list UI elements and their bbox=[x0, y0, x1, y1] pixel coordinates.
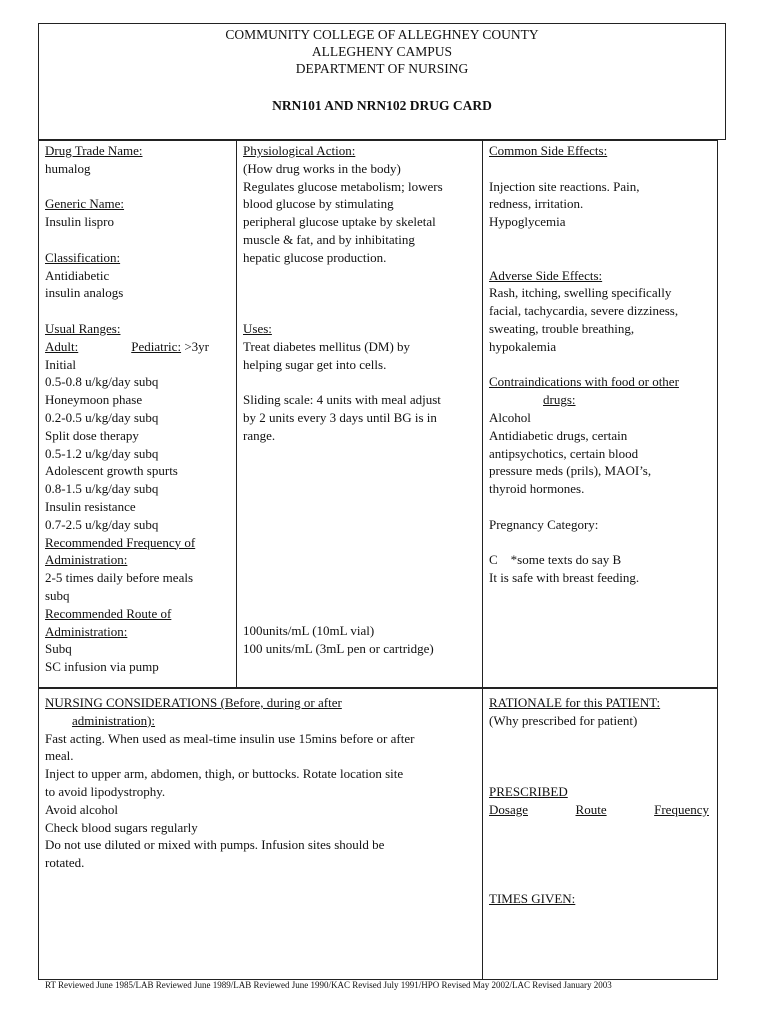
range-line: Honeymoon phase bbox=[45, 392, 143, 408]
breast-feeding-note: It is safe with breast feeding. bbox=[489, 570, 640, 586]
classification-value-1: Antidiabetic bbox=[45, 267, 110, 283]
range-line: Adolescent growth spurts bbox=[45, 463, 178, 479]
adverse-line: sweating, trouble breathing, bbox=[489, 320, 635, 336]
considerations-section bbox=[38, 688, 718, 980]
nursing-line: Check blood sugars regularly bbox=[45, 819, 198, 835]
contraindication-line: antipsychotics, certain blood bbox=[489, 445, 639, 461]
nursing-line: to avoid lipodystrophy. bbox=[45, 783, 166, 799]
side-effect-line: Hypoglycemia bbox=[489, 214, 566, 230]
contraindications-label-2: drugs: bbox=[543, 392, 576, 408]
contraindication-line: thyroid hormones. bbox=[489, 481, 585, 497]
trade-name-label: Drug Trade Name: bbox=[45, 143, 143, 158]
side-effect-line: redness, irritation. bbox=[489, 196, 584, 212]
generic-name-label: Generic Name: bbox=[45, 196, 125, 212]
range-line: Split dose therapy bbox=[45, 427, 139, 443]
drug-info-section bbox=[38, 140, 718, 688]
range-line: 0.5-0.8 u/kg/day subq bbox=[45, 374, 159, 390]
nursing-line: Avoid alcohol bbox=[45, 801, 119, 817]
adverse-side-effects-label: Adverse Side Effects: bbox=[489, 267, 603, 283]
frequency-value: 2-5 times daily before meals bbox=[45, 570, 194, 586]
nursing-line: Fast acting. When used as meal-time insulin use 15mins before or after bbox=[45, 730, 415, 746]
contraindication-line: Antidiabetic drugs, certain bbox=[489, 427, 628, 443]
uses-label: Uses: bbox=[243, 320, 272, 336]
frequency-value-2: subq bbox=[45, 587, 70, 603]
frequency-label: Recommended Frequency of bbox=[45, 534, 196, 550]
adverse-line: facial, tachycardia, severe dizziness, bbox=[489, 303, 679, 319]
adverse-line: Rash, itching, swelling specifically bbox=[489, 285, 672, 301]
route-label: Recommended Route of bbox=[45, 605, 172, 621]
pediatric-label: Pediatric: bbox=[131, 338, 182, 354]
contraindication-line: pressure meds (prils), MAOI’s, bbox=[489, 463, 652, 479]
generic-name-value: Insulin lispro bbox=[45, 214, 114, 230]
nursing-considerations bbox=[45, 694, 475, 872]
range-line: Insulin resistance bbox=[45, 498, 136, 514]
department-name: DEPARTMENT OF NURSING bbox=[295, 61, 469, 76]
nursing-line: Inject to upper arm, abdomen, thigh, or buttocks. Rotate location site bbox=[45, 766, 404, 782]
middle-column bbox=[243, 142, 479, 445]
physiological-line: hepatic glucose production. bbox=[243, 249, 387, 265]
nursing-line: Do not use diluted or mixed with pumps. Infusion sites should be bbox=[45, 837, 385, 853]
uses-line: helping sugar get into cells. bbox=[243, 356, 387, 372]
range-line: Initial bbox=[45, 356, 77, 372]
pediatric-value: >3yr bbox=[181, 338, 209, 354]
range-line: 0.8-1.5 u/kg/day subq bbox=[45, 481, 159, 497]
contraindication-line: Alcohol bbox=[489, 409, 531, 425]
sliding-scale-line: Sliding scale: 4 units with meal adjust bbox=[243, 392, 441, 408]
physiological-line: peripheral glucose uptake by skeletal bbox=[243, 214, 436, 230]
dosage-label: Dosage bbox=[489, 801, 528, 817]
sliding-scale-line: range. bbox=[243, 427, 276, 443]
physiological-line: Regulates glucose metabolism; lowers bbox=[243, 178, 443, 194]
range-line: 0.7-2.5 u/kg/day subq bbox=[45, 516, 159, 532]
rationale-block bbox=[489, 694, 715, 908]
revision-history: RT Reviewed June 1985/LAB Reviewed June 1989/LAB Reviewed June 1990/KAC Revised July 1991/HPO Revised May 2002/LAC Revised January 2003 bbox=[45, 980, 612, 990]
route-value-2: SC infusion via pump bbox=[45, 659, 159, 675]
pregnancy-category-label: Pregnancy Category: bbox=[489, 516, 599, 532]
rationale-label: RATIONALE for this PATIENT: bbox=[489, 695, 661, 710]
classification-label: Classification: bbox=[45, 249, 121, 265]
header-box bbox=[38, 23, 726, 140]
card-title: NRN101 AND NRN102 DRUG CARD bbox=[272, 98, 492, 113]
pregnancy-category-value: C *some texts do say B bbox=[489, 552, 622, 568]
physiological-action-label: Physiological Action: bbox=[243, 143, 356, 158]
campus-name: ALLEGHENY CAMPUS bbox=[311, 44, 453, 59]
route-value: Subq bbox=[45, 641, 72, 657]
route-column-label: Route bbox=[575, 801, 607, 817]
nursing-line: rotated. bbox=[45, 855, 85, 871]
adult-pediatric-row bbox=[45, 338, 231, 356]
formulation-line: 100units/mL (10mL vial) bbox=[243, 623, 375, 638]
physiological-line: (How drug works in the body) bbox=[243, 160, 401, 176]
classification-value-2: insulin analogs bbox=[45, 285, 124, 301]
route-label-2: Administration: bbox=[45, 623, 128, 639]
nursing-considerations-label: NURSING CONSIDERATIONS (Before, during or after bbox=[45, 695, 342, 710]
prescribed-label: PRESCRIBED bbox=[489, 783, 568, 799]
contraindications-label: Contraindications with food or other bbox=[489, 374, 679, 390]
prescribed-columns bbox=[489, 801, 709, 819]
rationale-subtitle: (Why prescribed for patient) bbox=[489, 712, 638, 728]
right-column bbox=[489, 142, 715, 587]
trade-name-value: humalog bbox=[45, 160, 91, 176]
times-given-label: TIMES GIVEN: bbox=[489, 890, 576, 906]
left-column bbox=[45, 142, 231, 676]
side-effect-line: Injection site reactions. Pain, bbox=[489, 178, 640, 194]
range-line: 0.2-0.5 u/kg/day subq bbox=[45, 409, 159, 425]
column-divider-3 bbox=[482, 689, 483, 979]
uses-line: Treat diabetes mellitus (DM) by bbox=[243, 338, 411, 354]
adult-label: Adult: bbox=[45, 338, 79, 354]
column-divider-1 bbox=[236, 141, 237, 687]
range-line: 0.5-1.2 u/kg/day subq bbox=[45, 445, 159, 461]
formulation-line: 100 units/mL (3mL pen or cartridge) bbox=[243, 640, 434, 656]
sliding-scale-line: by 2 units every 3 days until BG is in bbox=[243, 409, 437, 425]
frequency-column-label: Frequency bbox=[654, 801, 709, 817]
physiological-line: muscle & fat, and by inhibitating bbox=[243, 231, 415, 247]
nursing-line: meal. bbox=[45, 748, 74, 764]
adverse-line: hypokalemia bbox=[489, 338, 557, 354]
column-divider-2 bbox=[482, 141, 483, 687]
formulation-block bbox=[243, 622, 479, 658]
frequency-label-2: Administration: bbox=[45, 552, 128, 568]
physiological-line: blood glucose by stimulating bbox=[243, 196, 394, 212]
common-side-effects-label: Common Side Effects: bbox=[489, 143, 608, 158]
usual-ranges-label: Usual Ranges: bbox=[45, 320, 121, 336]
nursing-considerations-label-2: administration): bbox=[72, 712, 156, 728]
college-name: COMMUNITY COLLEGE OF ALLEGHNEY COUNTY bbox=[225, 27, 539, 42]
